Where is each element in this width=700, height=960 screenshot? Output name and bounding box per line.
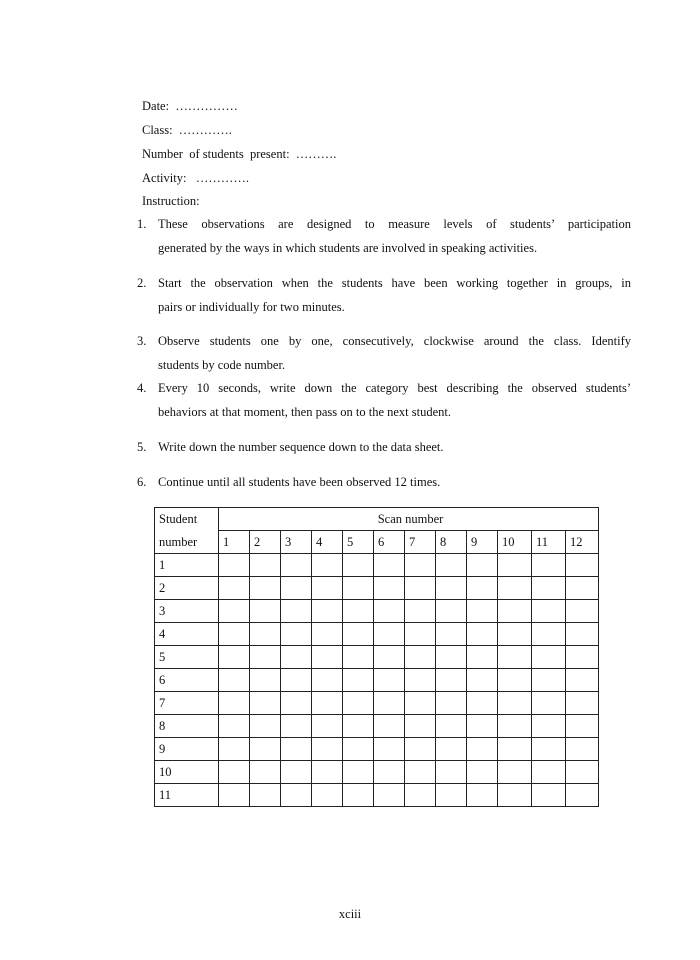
data-cell[interactable]: [566, 646, 599, 669]
data-cell[interactable]: [219, 577, 250, 600]
data-cell[interactable]: [374, 669, 405, 692]
student-number-cell: 3: [155, 600, 219, 623]
class-field: Class: ………….: [142, 123, 232, 137]
scan-column-header: 7: [405, 531, 436, 554]
data-cell[interactable]: [374, 715, 405, 738]
data-cell[interactable]: [498, 600, 532, 623]
student-number-cell: 8: [155, 715, 219, 738]
data-cell[interactable]: [374, 692, 405, 715]
data-cell[interactable]: [436, 784, 467, 807]
data-cell[interactable]: [532, 761, 566, 784]
data-cell[interactable]: [374, 761, 405, 784]
data-cell[interactable]: [467, 577, 498, 600]
data-cell[interactable]: [312, 577, 343, 600]
data-cell[interactable]: [281, 784, 312, 807]
table-row: [155, 646, 599, 669]
data-cell[interactable]: [250, 715, 281, 738]
data-cell[interactable]: [405, 623, 436, 646]
data-cell[interactable]: [436, 669, 467, 692]
data-cell[interactable]: [250, 577, 281, 600]
data-cell[interactable]: [532, 646, 566, 669]
scan-column-header: 1: [219, 531, 250, 554]
data-cell[interactable]: [566, 692, 599, 715]
data-cell[interactable]: [343, 669, 374, 692]
data-cell[interactable]: [374, 623, 405, 646]
data-cell[interactable]: [281, 600, 312, 623]
data-cell[interactable]: [343, 623, 374, 646]
data-cell[interactable]: [405, 554, 436, 577]
data-cell[interactable]: [566, 761, 599, 784]
data-cell[interactable]: [467, 623, 498, 646]
data-cell[interactable]: [312, 623, 343, 646]
data-cell[interactable]: [467, 738, 498, 761]
data-cell[interactable]: [219, 738, 250, 761]
instruction-item: [137, 376, 631, 424]
data-cell[interactable]: [219, 715, 250, 738]
data-cell[interactable]: [219, 554, 250, 577]
data-cell[interactable]: [374, 577, 405, 600]
data-cell[interactable]: [498, 715, 532, 738]
data-cell[interactable]: [250, 784, 281, 807]
date-field: Date: ……………: [142, 99, 238, 113]
data-cell[interactable]: [312, 692, 343, 715]
data-cell[interactable]: [405, 669, 436, 692]
instruction-item: [137, 329, 631, 377]
student-number-cell: 4: [155, 623, 219, 646]
item-number: 3.: [137, 334, 147, 348]
scan-column-header: 9: [467, 531, 498, 554]
scan-column-header: 10: [498, 531, 532, 554]
data-cell[interactable]: [250, 554, 281, 577]
scan-column-header: 4: [312, 531, 343, 554]
data-cell[interactable]: [566, 738, 599, 761]
data-cell[interactable]: [374, 784, 405, 807]
activity-field: Activity: ………….: [142, 171, 249, 185]
data-cell[interactable]: [374, 738, 405, 761]
student-header: Student: [155, 508, 219, 531]
item-line: generated by the ways in which students are involved in speaking activities.: [158, 241, 538, 255]
data-cell[interactable]: [566, 577, 599, 600]
data-cell[interactable]: [250, 692, 281, 715]
data-cell[interactable]: [312, 669, 343, 692]
data-cell[interactable]: [343, 646, 374, 669]
data-cell[interactable]: [219, 623, 250, 646]
data-cell[interactable]: [436, 761, 467, 784]
item-line: Start the observation when the students have been working together in groups, in: [158, 276, 631, 290]
data-cell[interactable]: [343, 692, 374, 715]
data-cell[interactable]: [436, 623, 467, 646]
data-cell[interactable]: [219, 692, 250, 715]
data-cell[interactable]: [374, 600, 405, 623]
scan-column-header: 12: [566, 531, 599, 554]
header-row-1: [155, 508, 599, 531]
data-cell[interactable]: [467, 715, 498, 738]
data-cell[interactable]: [436, 692, 467, 715]
data-cell[interactable]: [312, 784, 343, 807]
data-cell[interactable]: [250, 646, 281, 669]
data-cell[interactable]: [532, 600, 566, 623]
data-cell[interactable]: [405, 784, 436, 807]
data-cell[interactable]: [281, 646, 312, 669]
item-line: These observations are designed to measure levels of students’ participation: [158, 217, 631, 231]
student-number-cell: 5: [155, 646, 219, 669]
data-cell[interactable]: [566, 784, 599, 807]
data-cell[interactable]: [343, 738, 374, 761]
data-cell[interactable]: [436, 600, 467, 623]
data-cell[interactable]: [498, 738, 532, 761]
data-cell[interactable]: [281, 692, 312, 715]
table-row: [155, 715, 599, 738]
data-cell[interactable]: [498, 784, 532, 807]
item-line: behaviors at that moment, then pass on to the next student.: [158, 405, 451, 419]
data-cell[interactable]: [343, 784, 374, 807]
item-line: Observe students one by one, consecutively, clockwise around the class. Identify: [158, 334, 631, 348]
data-cell[interactable]: [343, 554, 374, 577]
scan-column-header: 5: [343, 531, 374, 554]
table-row: [155, 784, 599, 807]
item-number: 5.: [137, 440, 147, 454]
page-number: xciii: [338, 907, 362, 921]
student-number-cell: 6: [155, 669, 219, 692]
data-cell[interactable]: [436, 577, 467, 600]
student-number-cell: 10: [155, 761, 219, 784]
data-cell[interactable]: [566, 600, 599, 623]
data-cell[interactable]: [250, 761, 281, 784]
data-cell[interactable]: [405, 600, 436, 623]
data-cell[interactable]: [436, 554, 467, 577]
data-cell[interactable]: [498, 623, 532, 646]
item-line: students by code number.: [158, 358, 286, 372]
data-cell[interactable]: [219, 646, 250, 669]
item-line: Continue until all students have been observed 12 times.: [158, 475, 441, 489]
item-number: 6.: [137, 475, 147, 489]
student-header: number: [155, 531, 219, 554]
header-row-2: [155, 531, 599, 554]
table-row: [155, 554, 599, 577]
data-cell[interactable]: [281, 738, 312, 761]
data-cell[interactable]: [532, 577, 566, 600]
instruction-item: [137, 470, 631, 494]
data-cell[interactable]: [467, 784, 498, 807]
data-cell[interactable]: [467, 692, 498, 715]
scan-number-header: Scan number: [219, 508, 599, 531]
item-number: 4.: [137, 381, 147, 395]
item-line: Every 10 seconds, write down the category best describing the observed students’: [158, 381, 631, 395]
data-cell[interactable]: [343, 577, 374, 600]
student-number-cell: 11: [155, 784, 219, 807]
student-number-cell: 2: [155, 577, 219, 600]
data-cell[interactable]: [532, 669, 566, 692]
data-cell[interactable]: [281, 623, 312, 646]
data-cell[interactable]: [405, 738, 436, 761]
data-cell[interactable]: [467, 646, 498, 669]
data-cell[interactable]: [281, 669, 312, 692]
data-cell[interactable]: [498, 692, 532, 715]
data-cell[interactable]: [405, 761, 436, 784]
item-number: 2.: [137, 276, 147, 290]
data-cell[interactable]: [467, 761, 498, 784]
table-row: [155, 669, 599, 692]
data-cell[interactable]: [250, 623, 281, 646]
data-cell[interactable]: [498, 554, 532, 577]
data-cell[interactable]: [498, 646, 532, 669]
data-cell[interactable]: [312, 600, 343, 623]
data-cell[interactable]: [467, 554, 498, 577]
data-cell[interactable]: [281, 761, 312, 784]
data-cell[interactable]: [250, 600, 281, 623]
scan-column-header: 11: [532, 531, 566, 554]
data-cell[interactable]: [532, 692, 566, 715]
student-number-cell: 1: [155, 554, 219, 577]
data-cell[interactable]: [436, 738, 467, 761]
item-line: Write down the number sequence down to the data sheet.: [158, 440, 444, 454]
data-cell[interactable]: [532, 623, 566, 646]
scan-column-header: 6: [374, 531, 405, 554]
data-cell[interactable]: [312, 646, 343, 669]
students-present-field: Number of students present: ……….: [142, 147, 337, 161]
scan-column-header: 3: [281, 531, 312, 554]
data-cell[interactable]: [312, 715, 343, 738]
student-number-cell: 7: [155, 692, 219, 715]
data-cell[interactable]: [281, 715, 312, 738]
data-cell[interactable]: [498, 761, 532, 784]
data-cell[interactable]: [312, 761, 343, 784]
data-cell[interactable]: [566, 554, 599, 577]
data-cell[interactable]: [566, 669, 599, 692]
scan-column-header: 2: [250, 531, 281, 554]
data-cell[interactable]: [405, 692, 436, 715]
data-cell[interactable]: [532, 715, 566, 738]
table-row: [155, 692, 599, 715]
data-cell[interactable]: [405, 715, 436, 738]
data-cell[interactable]: [467, 669, 498, 692]
scan-column-header: 8: [436, 531, 467, 554]
data-cell[interactable]: [343, 761, 374, 784]
item-number: 1.: [137, 217, 147, 231]
data-cell[interactable]: [436, 715, 467, 738]
table-row: [155, 738, 599, 761]
data-cell[interactable]: [219, 669, 250, 692]
data-cell[interactable]: [219, 784, 250, 807]
data-cell[interactable]: [281, 554, 312, 577]
table-row: [155, 577, 599, 600]
data-cell[interactable]: [281, 577, 312, 600]
data-cell[interactable]: [498, 577, 532, 600]
data-cell[interactable]: [219, 761, 250, 784]
student-number-cell: 9: [155, 738, 219, 761]
instruction-item: [137, 212, 631, 260]
data-cell[interactable]: [498, 669, 532, 692]
data-cell[interactable]: [343, 600, 374, 623]
data-cell[interactable]: [436, 646, 467, 669]
instruction-item: [137, 435, 631, 459]
instruction-heading: Instruction:: [142, 194, 200, 208]
data-cell[interactable]: [532, 738, 566, 761]
data-cell[interactable]: [374, 554, 405, 577]
table-row: [155, 600, 599, 623]
data-cell[interactable]: [566, 623, 599, 646]
data-cell[interactable]: [343, 715, 374, 738]
data-cell[interactable]: [250, 738, 281, 761]
data-cell[interactable]: [250, 669, 281, 692]
item-line: pairs or individually for two minutes.: [158, 300, 345, 314]
instruction-item: [137, 271, 631, 319]
data-cell[interactable]: [532, 554, 566, 577]
observation-data-sheet: [154, 507, 599, 807]
data-cell[interactable]: [374, 646, 405, 669]
data-cell[interactable]: [219, 600, 250, 623]
data-cell[interactable]: [566, 715, 599, 738]
data-cell[interactable]: [532, 784, 566, 807]
data-cell[interactable]: [405, 646, 436, 669]
data-cell[interactable]: [467, 600, 498, 623]
data-cell[interactable]: [312, 554, 343, 577]
data-cell[interactable]: [405, 577, 436, 600]
data-cell[interactable]: [312, 738, 343, 761]
table-row: [155, 761, 599, 784]
table-row: [155, 623, 599, 646]
